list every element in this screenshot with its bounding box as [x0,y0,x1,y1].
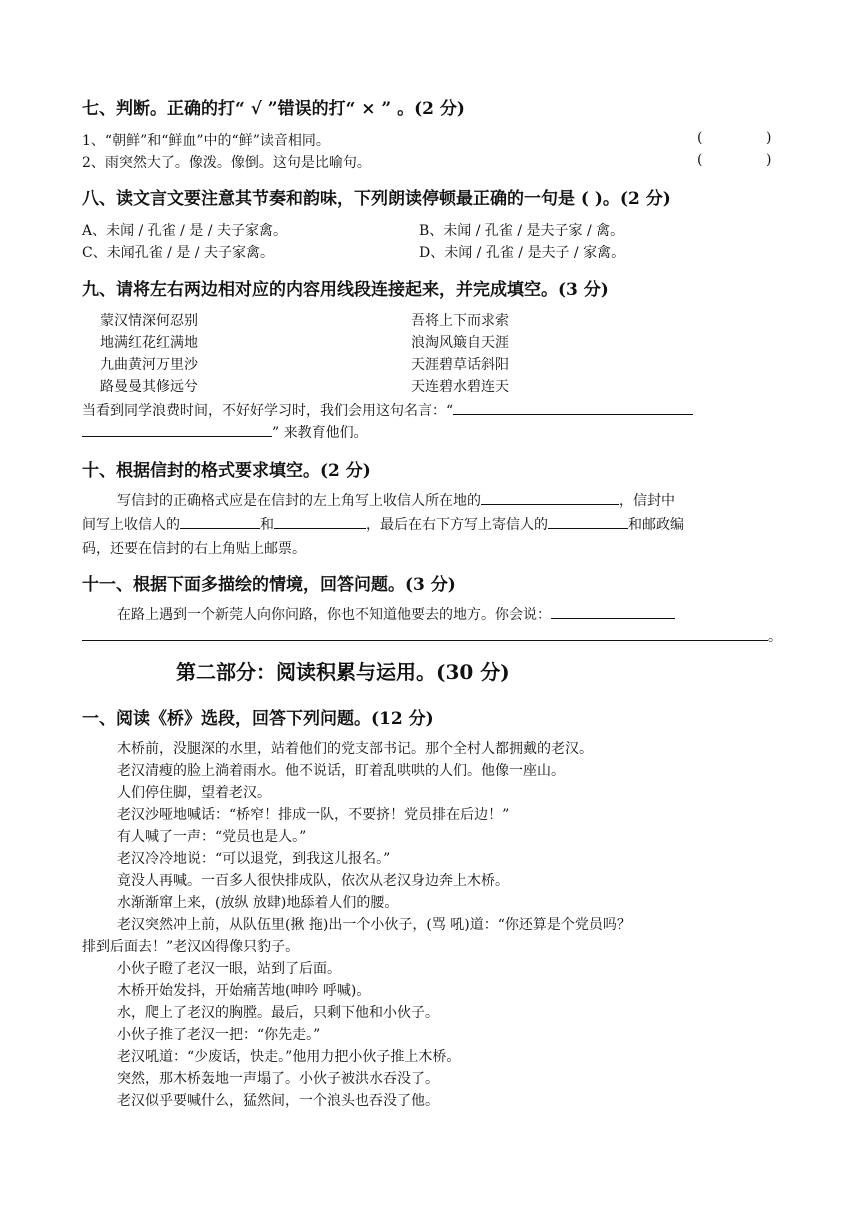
option-b: B、未闻 / 孔雀 / 是夫子家 / 禽。 [419,223,625,239]
passage-line: 水渐渐窜上来，(放纵 放肆)地舔着人们的腰。 [117,895,399,911]
situation-text: 在路上遇到一个新莞人向你问路，你也不知道他要去的地方。你会说： [117,607,551,623]
section-9-heading: 九、请将左右两边相对应的内容用线段连接起来，并完成填空。(3 分) [82,280,609,300]
match-left-1: 蒙汉情深何忍别 [100,313,198,329]
match-left-3: 九曲黄河万里沙 [100,357,198,373]
envelope-line-1 [117,490,675,510]
passage-line: 木桥开始发抖，开始痛苦地(呻吟 呼喊)。 [117,983,371,999]
passage-line: 人们停住脚，望着老汉。 [117,785,271,801]
passage-line: 水，爬上了老汉的胸膛。最后，只剩下他和小伙子。 [117,1005,439,1021]
envelope-text-3: 间写上收信人的 [82,517,180,533]
judge-question-1: 1、“朝鲜”和“鲜血”中的“鲜”读音相同。 [82,133,330,149]
section-8-heading: 八、读文言文要注意其节奏和韵味，下列朗读停顿最正确的一句是 ( )。(2 分) [82,189,671,209]
reading-1-heading: 一、阅读《桥》选段，回答下列问题。(12 分) [82,709,434,729]
passage-line: 小伙子瞪了老汉一眼，站到了后面。 [117,961,341,977]
situation-blank-1[interactable] [551,604,675,619]
passage-line: 小伙子推了老汉一把：“你先走。” [117,1027,321,1043]
passage-line: 有人喊了一声：“党员也是人。” [117,829,307,845]
envelope-line-2 [82,514,684,534]
envelope-text-6: 和邮政编 [628,517,684,533]
passage-line: 竟没人再喊。一百多人很快排成队，依次从老汉身边奔上木桥。 [117,873,509,889]
envelope-text-2: ，信封中 [619,493,675,509]
quote-blank-2[interactable] [82,422,272,437]
quote-fill-prompt [82,400,693,420]
match-right-1: 吾将上下而求索 [411,313,509,329]
match-right-3: 天涯碧草话斜阳 [411,357,509,373]
option-d: D、未闻 / 孔雀 / 是夫子 / 家禽。 [419,245,626,261]
passage-line: 排到后面去！”老汉凶得像只豹子。 [82,939,300,955]
envelope-text-1: 写信封的正确格式应是在信封的左上角写上收信人所在地的 [117,493,481,509]
judge-question-2: 2、雨突然大了。像泼。像倒。这句是比喻句。 [82,155,371,171]
envelope-text-5: ，最后在右下方写上寄信人的 [366,517,548,533]
match-left-4: 路曼曼其修远兮 [100,379,198,395]
passage-line: 老汉冷冷地说：“可以退党，到我这儿报名。” [117,851,391,867]
quote-fill-line-2 [82,422,368,442]
passage-line: 老汉吼道：“少废话，快走。”他用力把小伙子推上木桥。 [117,1049,461,1065]
answer-paren-open-2: ( [697,152,703,168]
situation-line-2 [82,626,782,646]
passage-line: 老汉沙哑地喊话：“桥窄！排成一队，不要挤！党员排在后边！” [117,807,510,823]
envelope-blank-title[interactable] [274,514,366,529]
envelope-blank-sender[interactable] [548,514,628,529]
section-11-heading: 十一、根据下面多描绘的情境，回答问题。(3 分) [82,575,456,595]
passage-line: 老汉清瘦的脸上淌着雨水。他不说话，盯着乱哄哄的人们。他像一座山。 [117,763,565,779]
envelope-text-4: 和 [260,517,274,533]
option-c: C、未闻孔雀 / 是 / 夫子家禽。 [82,245,274,261]
section-7-heading: 七、判断。正确的打“ √ ”错误的打“ × ” 。(2 分) [82,99,465,119]
passage-line: 老汉似乎要喊什么，猛然间，一个浪头也吞没了他。 [117,1093,439,1109]
passage-line: 突然，那木桥轰地一声塌了。小伙子被洪水吞没了。 [117,1071,439,1087]
answer-paren-close-2: ) [766,152,772,168]
quote-fill-start: 当看到同学浪费时间，不好好学习时，我们会用这句名言：“ [82,403,454,419]
quote-fill-end: ” 来教育他们。 [272,425,368,441]
option-a: A、未闻 / 孔雀 / 是 / 夫子家禽。 [82,223,287,239]
situation-blank-2[interactable] [82,626,768,641]
part-2-title: 第二部分：阅读积累与运用。(30 分) [176,660,510,684]
situation-end: 。 [768,629,782,645]
answer-paren-close-1: ) [766,130,772,146]
passage-line: 老汉突然冲上前，从队伍里(揪 拖)出一个小伙子，(骂 吼)道：“你还算是个党员吗？ [117,917,631,933]
match-left-2: 地满红花红满地 [100,335,198,351]
envelope-line-3: 码，还要在信封的右上角贴上邮票。 [82,541,306,557]
envelope-blank-location[interactable] [481,490,619,505]
match-right-2: 浪淘风簸自天涯 [411,335,509,351]
quote-blank-1[interactable] [453,400,693,415]
envelope-blank-name[interactable] [180,514,260,529]
section-10-heading: 十、根据信封的格式要求填空。(2 分) [82,461,371,481]
match-right-4: 天连碧水碧连天 [411,379,509,395]
passage-line: 木桥前，没腿深的水里，站着他们的党支部书记。那个全村人都拥戴的老汉。 [117,741,593,757]
answer-paren-open-1: ( [697,130,703,146]
situation-prompt [117,604,675,624]
